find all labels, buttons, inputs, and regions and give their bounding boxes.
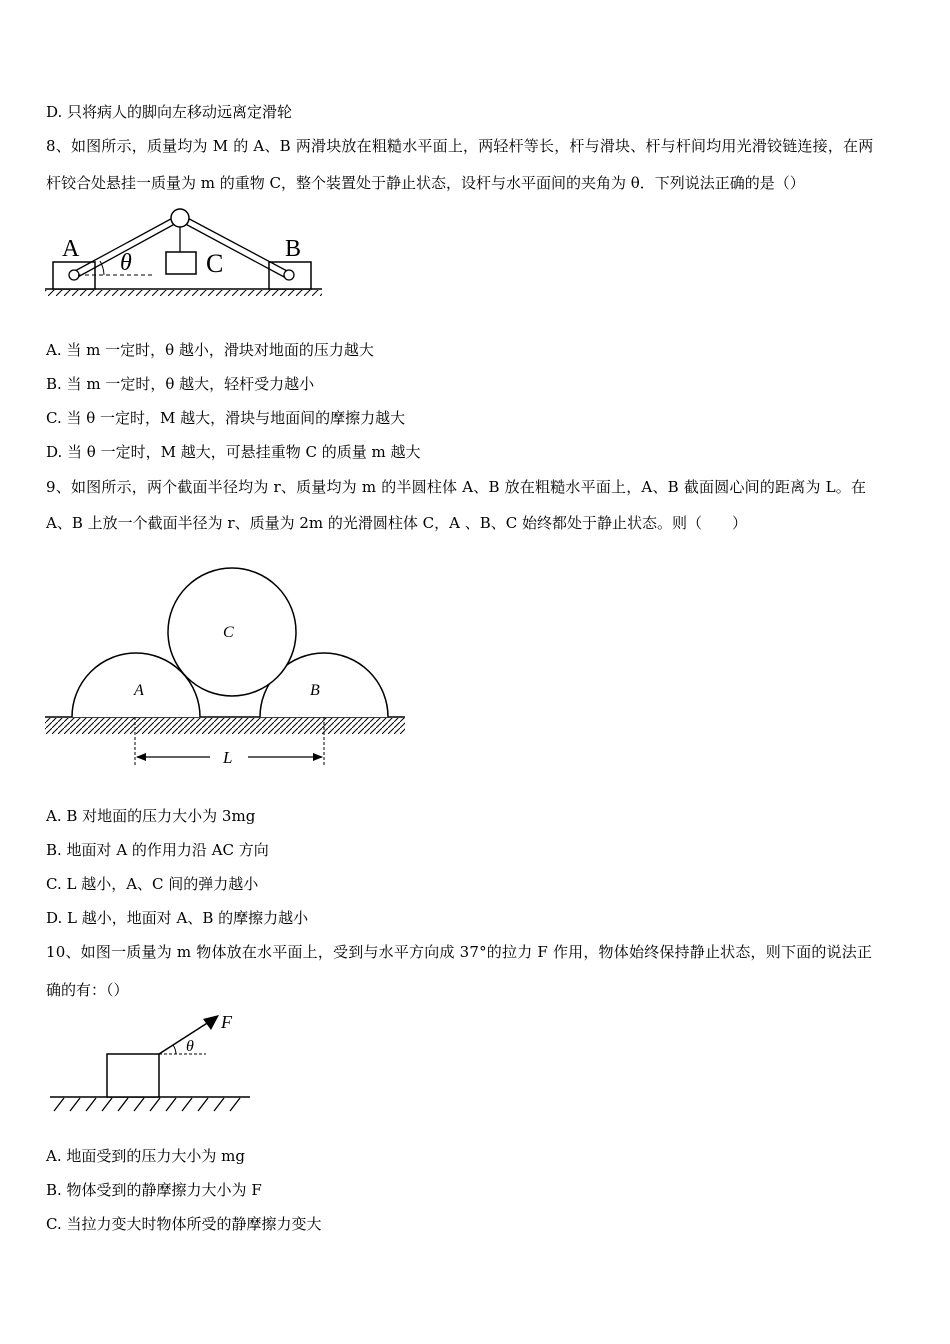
q8-option-c: C. 当 θ 一定时，M 越大，滑块与地面间的摩擦力越大	[46, 409, 406, 427]
q10-stem-line1: 10、如图一质量为 m 物体放在水平面上，受到与水平方向成 37°的拉力 F 作用，物体始终保持静止状态，则下面的说法正	[46, 943, 873, 961]
label-c: C	[223, 624, 234, 641]
hinge-a	[69, 270, 79, 280]
hinge-top	[171, 209, 189, 227]
q8-option-b: B. 当 m 一定时，θ 越大，轻杆受力越小	[46, 375, 315, 393]
angle-arc	[173, 1045, 176, 1054]
dim-arrow-left	[136, 753, 146, 761]
hinge-b	[284, 270, 294, 280]
label-b: B	[310, 682, 320, 699]
weight-c	[166, 252, 196, 274]
q7-option-d: D. 只将病人的脚向左移动远离定滑轮	[46, 103, 293, 121]
force-arrowhead	[203, 1015, 219, 1030]
label-b: B	[285, 236, 302, 262]
q9-option-d: D. L 越小，地面对 A、B 的摩擦力越小	[46, 909, 309, 927]
q8-option-a: A. 当 m 一定时，θ 越小，滑块对地面的压力越大	[46, 341, 374, 359]
ground-hatch	[45, 290, 322, 296]
label-theta: θ	[120, 250, 132, 276]
q10-option-b: B. 物体受到的静摩擦力大小为 F	[46, 1181, 262, 1199]
q9-stem-line1: 9、如图所示，两个截面半径均为 r、质量均为 m 的半圆柱体 A、B 放在粗糙水平面上，A、B 截面圆心间的距离为 L。在	[46, 478, 867, 496]
q8-option-d: D. 当 θ 一定时，M 越大，可悬挂重物 C 的质量 m 越大	[46, 443, 421, 461]
block	[107, 1054, 159, 1097]
q10-stem-line2: 确的有：（）	[46, 981, 129, 999]
q9-option-b: B. 地面对 A 的作用力沿 AC 方向	[46, 841, 269, 859]
q9-option-a: A. B 对地面的压力大小为 3mg	[46, 807, 256, 825]
q8-stem-line2: 杆铰合处悬挂一质量为 m 的重物 C，整个装置处于静止状态，设杆与水平面间的夹角为 θ．下列说法正确的是（）	[46, 174, 805, 192]
q8-stem-line1: 8、如图所示，质量均为 M 的 A、B 两滑块放在粗糙水平面上，两轻杆等长，杆与滑块、杆与杆间均用光滑铰链连接，在两	[46, 137, 874, 155]
label-l: L	[223, 748, 233, 767]
figure-q10-block-force	[40, 1008, 260, 1118]
label-a: A	[62, 236, 80, 262]
figure-q9-cylinders	[40, 560, 410, 775]
q9-option-c: C. L 越小，A、C 间的弹力越小	[46, 875, 259, 893]
q10-option-a: A. 地面受到的压力大小为 mg	[46, 1147, 245, 1165]
q9-stem-line2: A、B 上放一个截面半径为 r、质量为 2m 的光滑圆柱体 C，A 、B、C 始终都处于静止状态。则（ ）	[46, 514, 747, 532]
dim-arrow-right	[313, 753, 323, 761]
label-f: F	[221, 1012, 232, 1032]
ground-hatch	[45, 718, 405, 734]
q10-option-c: C. 当拉力变大时物体所受的静摩擦力变大	[46, 1215, 322, 1233]
label-theta: θ	[186, 1038, 194, 1055]
label-a: A	[134, 682, 144, 699]
figure-q8-slider-linkage	[40, 200, 330, 305]
ground-hatch	[54, 1098, 240, 1111]
label-c: C	[206, 249, 224, 278]
